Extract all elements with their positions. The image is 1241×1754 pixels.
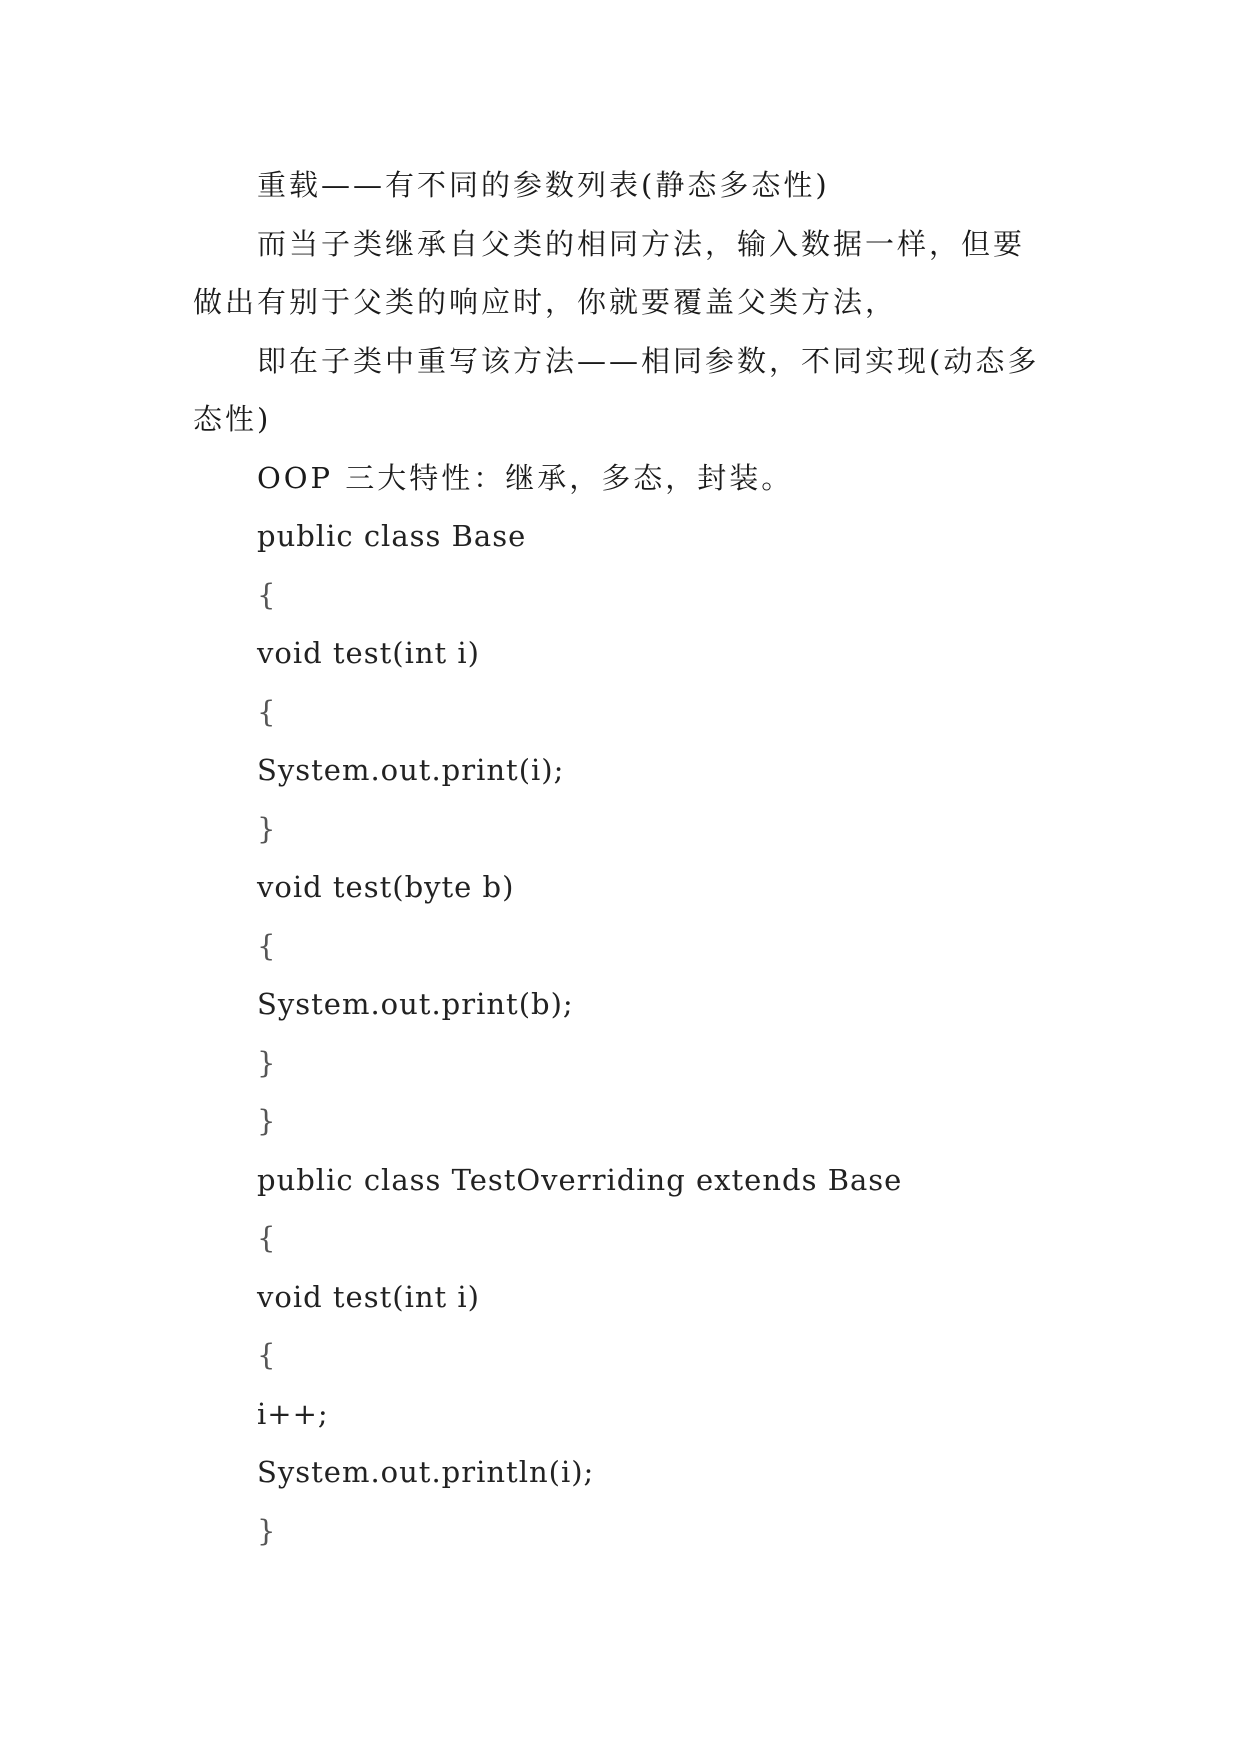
code-line: System.out.print(b); (257, 987, 574, 1021)
code-line: void test(int i) (257, 636, 480, 670)
code-line: } (257, 1104, 277, 1138)
code-line: System.out.print(i); (257, 753, 565, 787)
code-line: public class Base (257, 519, 527, 553)
paragraph-override-definition: 即在子类中重写该方法——相同参数，不同实现(动态多态性) (193, 343, 1040, 436)
code-line: { (257, 577, 277, 612)
code-line: void test(int i) (257, 1279, 480, 1314)
code-line: { (257, 1221, 277, 1255)
document-body (193, 156, 1053, 1560)
paragraph-overload: 重载——有不同的参数列表(静态多态性) (257, 168, 830, 202)
code-line: void test(byte b) (257, 870, 515, 904)
code-line: } (257, 811, 277, 846)
code-line: i++; (257, 1396, 329, 1431)
code-line: { (257, 928, 277, 963)
code-line: public class TestOverriding extends Base (257, 1162, 903, 1197)
paragraph-oop-features: OOP 三大特性：继承，多态，封装。 (257, 460, 794, 495)
code-line: } (257, 1045, 277, 1080)
code-block (193, 507, 1053, 1560)
paragraph-override-intro: 而当子类继承自父类的相同方法，输入数据一样，但要做出有别于父类的响应时，你就要覆盖父类方法， (193, 226, 1026, 319)
code-line: { (257, 1338, 277, 1372)
code-line: } (257, 1513, 277, 1548)
code-line: { (257, 694, 277, 729)
code-line: System.out.println(i); (257, 1455, 595, 1489)
